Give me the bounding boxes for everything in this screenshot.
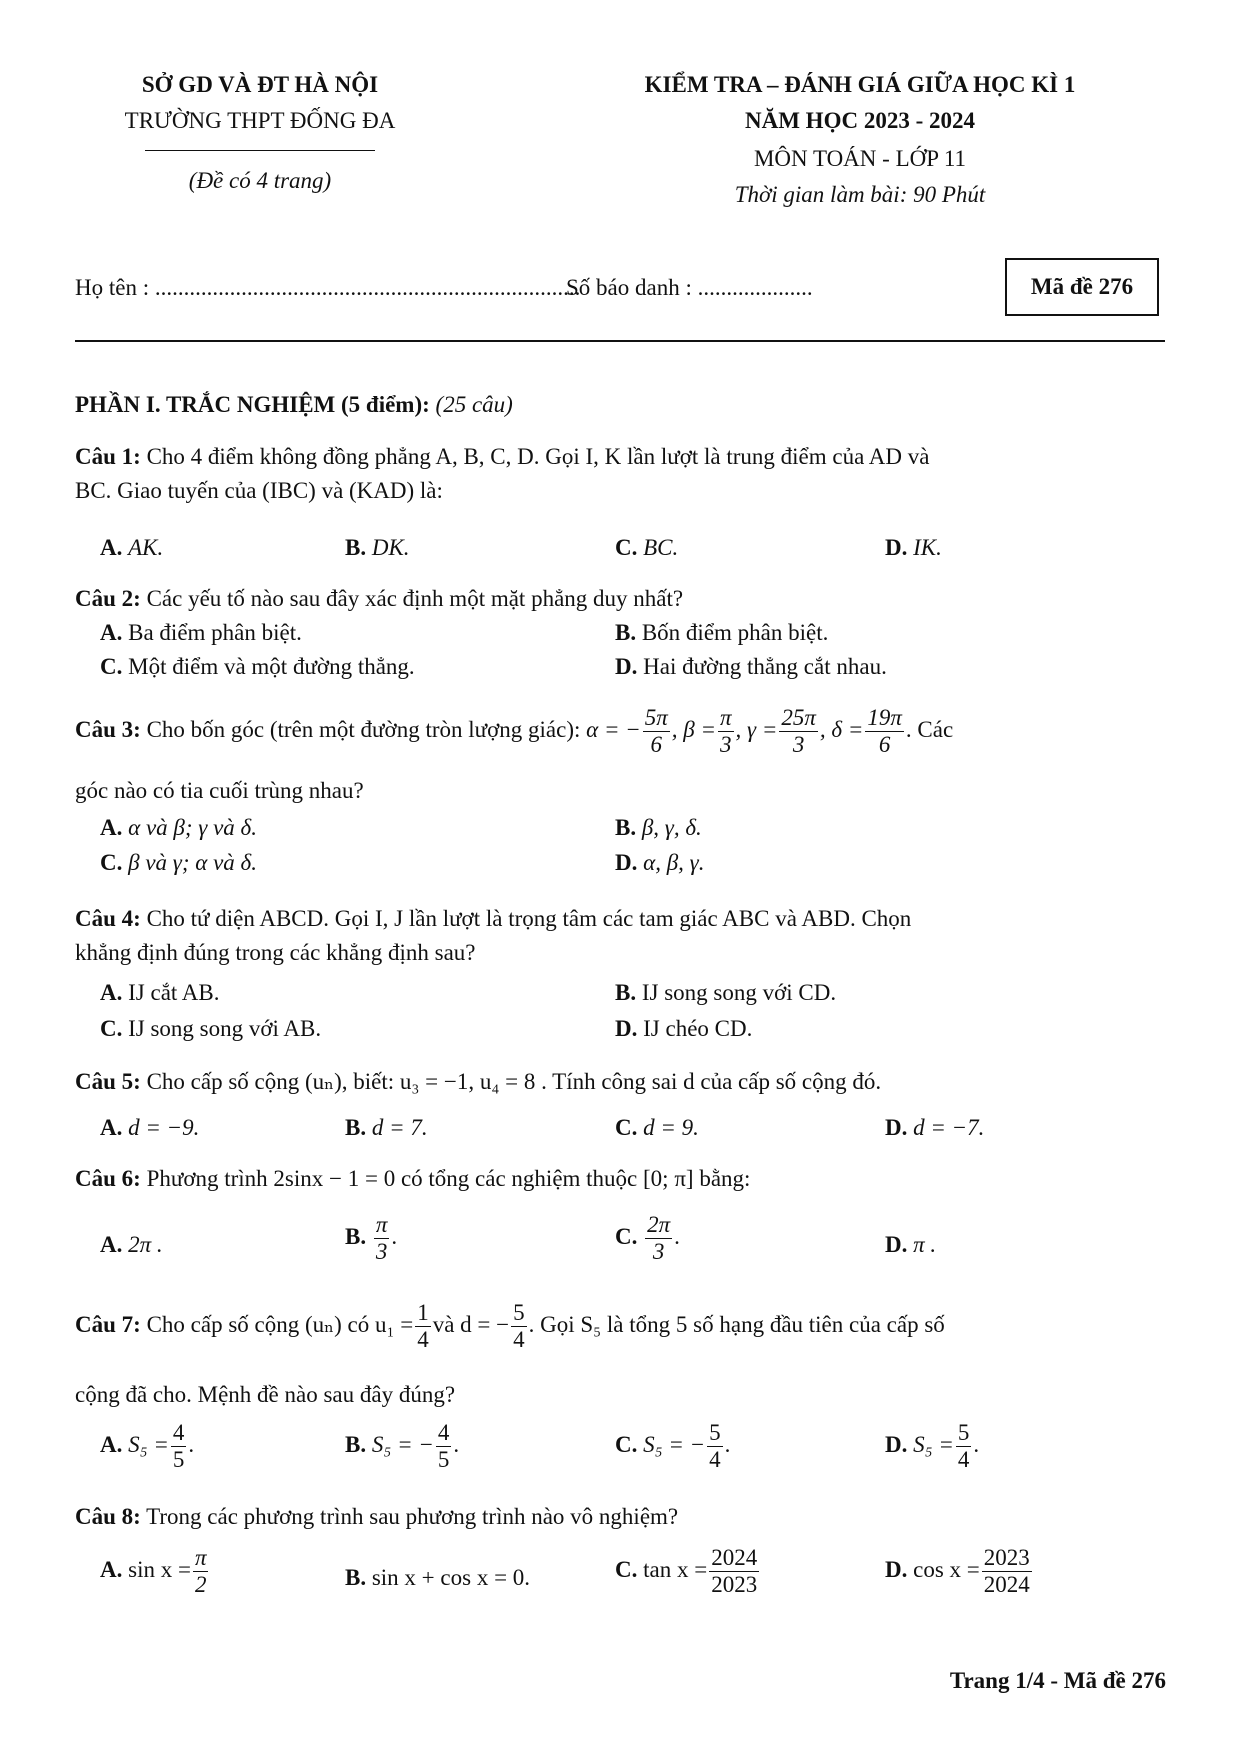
q7-option-a: A. S₅ = $\frac{4}{5}$ . xyxy=(100,1420,195,1472)
question-1 xyxy=(75,440,1165,508)
question-label: Câu 1: xyxy=(75,444,141,469)
q6-option-d: D. π . xyxy=(885,1232,937,1257)
q8-option-b: B. sin x + cos x = 0. xyxy=(345,1565,531,1590)
q2-option-a: A. Ba điểm phân biệt. xyxy=(100,620,302,645)
q8-option-c: C. tan x = $\frac{2024}{2023}$ xyxy=(615,1545,758,1597)
exam-title: KIỂM TRA – ĐÁNH GIÁ GIỮA HỌC KÌ 1 xyxy=(644,72,1076,97)
q6-option-b: B. $\frac{\pi}{3}$ . xyxy=(345,1212,398,1264)
q2-option-d: D. Hai đường thẳng cắt nhau. xyxy=(615,654,887,679)
question-3: Câu 3: Cho bốn góc (trên một đường tròn lượng giác): α = − $\frac{5\pi}{6}$ , β = $\frac{\pi}{3}$ , γ = $\frac{25\pi}{3}$ , δ = $\frac{19\pi}{6}$ . Các xyxy=(75,705,954,757)
q4-option-b: B. IJ song song với CD. xyxy=(615,980,837,1005)
q8-option-a: A. sin x = $\frac{\pi}{2}$ xyxy=(100,1545,207,1597)
pages-note: (Đề có 4 trang) xyxy=(188,168,332,193)
q1-option-c: C. BC. xyxy=(615,535,679,560)
exam-code-box: Mã đề 276 xyxy=(1005,258,1159,316)
q5-option-d: D. d = −7. xyxy=(885,1115,985,1140)
school-name: TRƯỜNG THPT ĐỐNG ĐA xyxy=(124,108,396,133)
question-text: BC. Giao tuyến của (IBC) và (KAD) là: xyxy=(75,478,443,503)
q7-option-c: C. S₅ = − $\frac{5}{4}$ . xyxy=(615,1420,731,1472)
section-title xyxy=(75,392,513,418)
question-text: Các yếu tố nào sau đây xác định một mặt phẳng duy nhất? xyxy=(140,586,684,611)
q3-option-d: D. α, β, γ. xyxy=(615,850,705,875)
q7-option-b: B. S₅ = − $\frac{4}{5}$ . xyxy=(345,1420,460,1472)
q6-option-c: C. $\frac{2\pi}{3}$ . xyxy=(615,1212,680,1264)
student-name-field: Họ tên : .......................................................................... xyxy=(75,275,581,300)
student-id-field: Số báo danh : .................... xyxy=(566,275,813,300)
q5-option-c: C. d = 9. xyxy=(615,1115,699,1140)
q3-option-a: A. α và β; γ và δ. xyxy=(100,815,257,840)
question-8: Câu 8: Trong các phương trình sau phương trình nào vô nghiệm? xyxy=(75,1504,679,1529)
section-title-text: PHẦN I. TRẮC NGHIỆM (5 điểm): xyxy=(75,392,430,417)
section-count: (25 câu) xyxy=(435,392,513,417)
q8-option-d: D. cos x = $\frac{2023}{2024}$ xyxy=(885,1545,1030,1597)
q3-option-c: C. β và γ; α và δ. xyxy=(100,850,257,875)
q5-option-b: B. d = 7. xyxy=(345,1115,428,1140)
school-year: NĂM HỌC 2023 - 2024 xyxy=(745,108,975,133)
q7-option-d: D. S₅ = $\frac{5}{4}$ . xyxy=(885,1420,980,1472)
q4-option-d: D. IJ chéo CD. xyxy=(615,1016,753,1041)
q2-option-c: C. Một điểm và một đường thẳng. xyxy=(100,654,415,679)
question-label: Câu 2: xyxy=(75,586,141,611)
q4-option-a: A. IJ cắt AB. xyxy=(100,980,220,1005)
question-5: Câu 5: Cho cấp số cộng (uₙ), biết: u₃ = −1, u₄ = 8 . Tính công sai d của cấp số cộng đó. xyxy=(75,1069,882,1094)
question-text: Cho 4 điểm không đồng phẳng A, B, C, D. Gọi I, K lần lượt là trung điểm của AD và xyxy=(140,444,930,469)
question-4: Câu 4: Cho tứ diện ABCD. Gọi I, J lần lượt là trọng tâm các tam giác ABC và ABD. Chọn khẳng định đúng trong các khẳng định sau? xyxy=(75,906,912,965)
q1-option-b: B. DK. xyxy=(345,535,410,560)
q4-option-c: C. IJ song song với AB. xyxy=(100,1016,322,1041)
q5-option-a: A. d = −9. xyxy=(100,1115,200,1140)
header-divider xyxy=(145,150,375,151)
question-7-cont: cộng đã cho. Mệnh đề nào sau đây đúng? xyxy=(75,1382,456,1407)
q6-option-a: A. 2π . xyxy=(100,1232,163,1257)
question-3-cont: góc nào có tia cuối trùng nhau? xyxy=(75,778,364,803)
page-footer: Trang 1/4 - Mã đề 276 xyxy=(949,1668,1166,1693)
info-divider xyxy=(75,340,1165,342)
question-7: Câu 7: Cho cấp số cộng (uₙ) có u₁ = $\frac{1}{4}$ và d = − $\frac{5}{4}$ . Gọi S₅ là tổng 5 số hạng đầu tiên của cấp số xyxy=(75,1300,945,1352)
exam-time: Thời gian làm bài: 90 Phút xyxy=(734,182,986,207)
subject: MÔN TOÁN - LỚP 11 xyxy=(753,146,967,171)
q3-option-b: B. β, γ, δ. xyxy=(615,815,702,840)
q1-option-a: A. AK. xyxy=(100,535,164,560)
q1-option-d: D. IK. xyxy=(885,535,942,560)
question-6: Câu 6: Phương trình 2sinx − 1 = 0 có tổng các nghiệm thuộc [0; π] bằng: xyxy=(75,1166,751,1191)
dept-name: SỞ GD VÀ ĐT HÀ NỘI xyxy=(141,72,379,97)
q2-option-b: B. Bốn điểm phân biệt. xyxy=(615,620,829,645)
question-2 xyxy=(75,582,1165,616)
